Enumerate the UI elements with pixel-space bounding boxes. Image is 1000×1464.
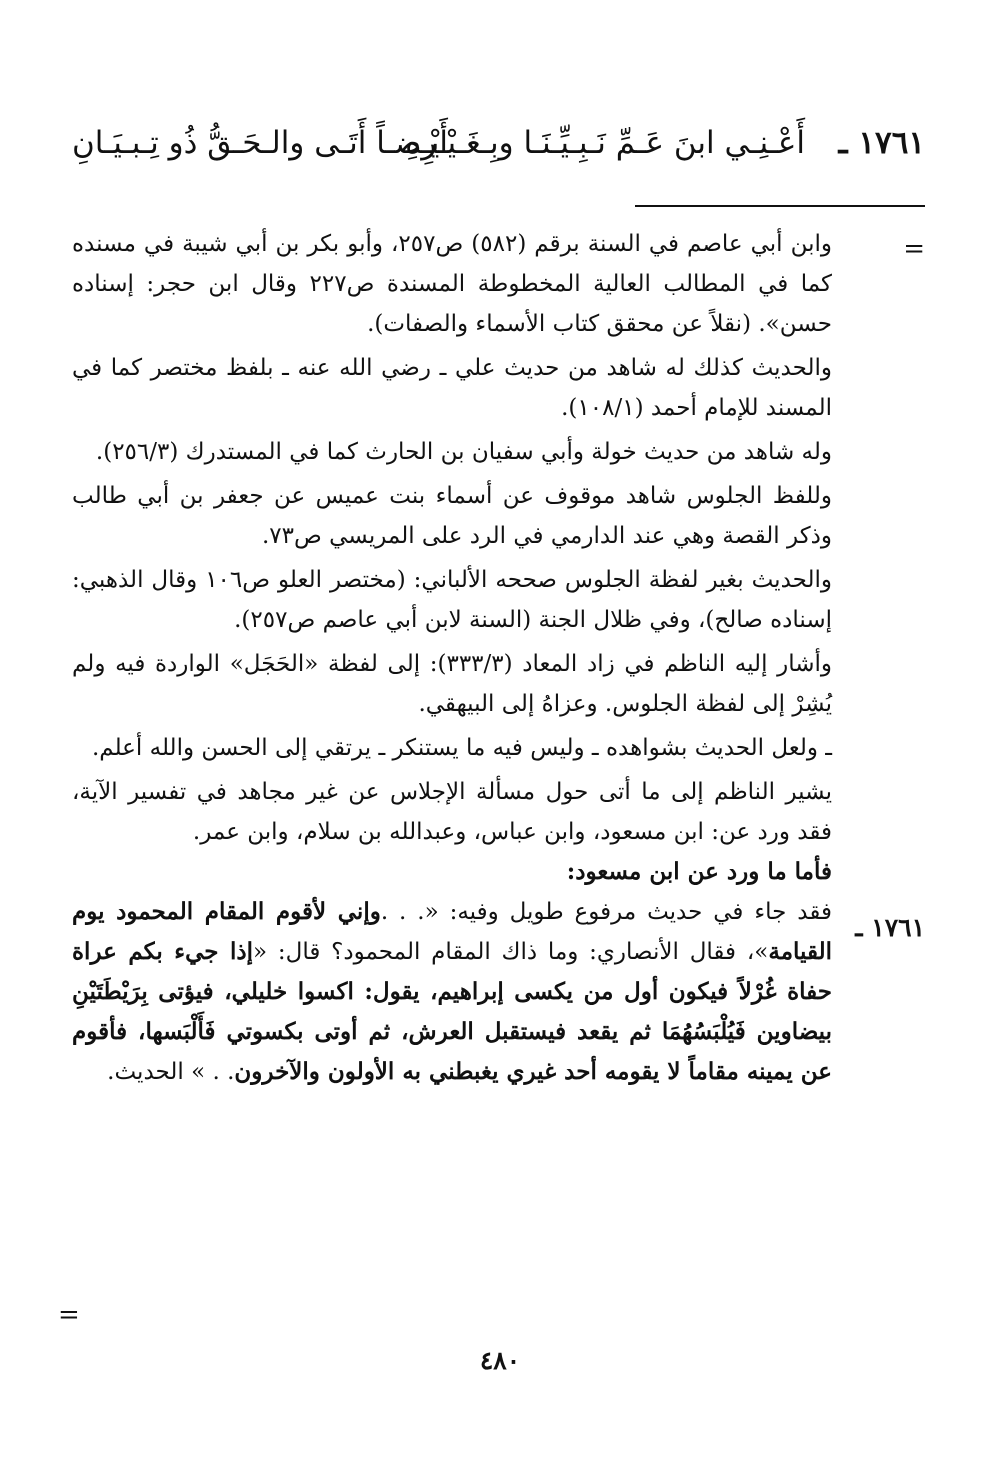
hadith-paragraph (72, 892, 832, 1092)
footnotes (72, 224, 832, 1092)
footnote-paragraph: وابن أبي عاصم في السنة برقم (٥٨٢) ص٢٥٧، وأبو بكر بن أبي شيبة في مسنده كما في المطالب العالية المخطوطة المسندة ص٢٢٧ وقال ابن حجر: إسناده حسن». (نقلاً عن محقق كتاب الأسماء والصفات). (72, 231, 832, 337)
section-heading: فأما ما ورد عن ابن مسعود: (566, 858, 832, 885)
continuation-mark-bottom: = (58, 1300, 80, 1330)
footnote-paragraph: والحديث بغير لفظة الجلوس صححه الألباني: (مختصر العلو ص١٠٦ وقال الذهبي: إسناده صالح)، وفي ظلال الجنة (السنة لابن أبي عاصم ص٢٥٧). (72, 567, 832, 633)
hadith-answer-bold: إذا جيء بكم عراة حفاة غُرْلاً فيكون أول من يكسى إبراهيم، يقول: اكسوا خليلي، فيؤتى بِرَيْطَتَيْنِ بيضاوين فَيُلْبَسُهُمَا ثم يقعد فيستقبل العرش، ثم أوتى بكسوتي فَأَلْبَسها، فأقوم عن يمينه مقاماً لا يقومه أحد غيري يغبطني به الأولون والآخرون (72, 938, 832, 1085)
footnote-separator (635, 205, 925, 207)
continuation-mark-top: = (903, 234, 925, 264)
verse-number: ١٧٦١ ـ (838, 125, 925, 161)
poem-verse (60, 118, 925, 168)
footnote-paragraph: وله شاهد من حديث خولة وأبي سفيان بن الحارث كما في المستدرك (٢٥٦/٣). (95, 439, 832, 465)
footnote-paragraph: والحديث كذلك له شاهد من حديث علي ـ رضي الله عنه ـ بلفظ مختصر كما في المسند للإمام أحمد (١٠٨/١). (72, 355, 832, 421)
footnote-number: ١٧٦١ ـ (855, 913, 925, 942)
footnote-paragraph: ـ ولعل الحديث بشواهده ـ وليس فيه ما يستنكر ـ يرتقي إلى الحسن والله أعلم. (91, 735, 832, 761)
verse-second-hemistich: أَيْـضـاً أَتَـى والـحَـقُّ ذُو تِـبـيَـانِ (72, 125, 448, 161)
footnote-paragraph: وللفظ الجلوس شاهد موقوف عن أسماء بنت عميس عن جعفر بن أبي طالب وذكر القصة وهي عند الدارمي في الرد على المريسي ص٧٣. (72, 483, 832, 549)
hadith-ending: . . » الحديث. (107, 1059, 235, 1085)
footnote-paragraph: وأشار إليه الناظم في زاد المعاد (٣٣٣/٣): إلى لفظة «الحَجَل» الواردة فيه ولم يُشِرْ إلى لفظة الجلوس. وعزاهُ إلى البيهقي. (72, 651, 832, 717)
hadith-quote-bold: وإني لأقوم المقام المحمود يوم القيامة (72, 898, 833, 965)
footnote-paragraph: يشير الناظم إلى ما أتى حول مسألة الإجلاس عن غير مجاهد في تفسير الآية، فقد ورد عن: ابن مسعود، وابن عباس، وعبدالله بن سلام، وابن عمر. (72, 779, 832, 845)
verse-first-hemistich: أَعْـنِـي ابنَ عَـمِّ نَـبِـيِّـنَـا وبِـغَـيْـرِهِ (405, 125, 805, 161)
hadith-question: »، فقال الأنصاري: وما ذاك المقام المحمود؟ قال: « (253, 939, 769, 965)
hadith-intro: فقد جاء في حديث مرفوع طويل وفيه: «. . . (380, 899, 832, 925)
page-number: ٤٨٠ (479, 1346, 521, 1375)
